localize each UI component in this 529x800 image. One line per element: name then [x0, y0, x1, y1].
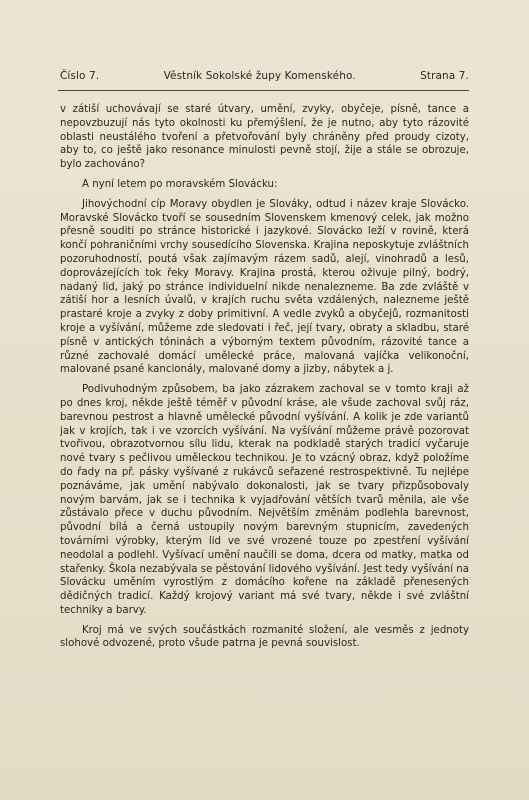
section-lead: A nyní letem po moravském Slovácku: [82, 178, 278, 190]
paragraph: v zátiší uchovávají se staré útvary, umění, zvyky, obyčeje, písně, tance a nepovzbuzují nás tyto okolnosti ku přemýšlení, že je nutno, aby tyto rázovité oblasti neustálého tvoření a přetvořování byly chráněny před proudy cizoty, aby to, co ještě jako resonance minulosti pevně stojí, žije a stále se obrozuje, bylo zachováno? [60, 104, 469, 171]
paragraph: Podivuhodným způsobem, ba jako zázrakem zachoval se v tomto kraji až po dnes kroj, někde ještě téměř v původní kráse, ale všude zachoval svůj ráz, barevnou pestrost a hlavně umělecké původní vyšívání. A kolik je zde variantů jak v krojích, tak i ve vzorcích vyšívání. Na vyšívání můžeme právě pozorovat tvořivou, obrazotvornou sílu lidu, kterak na podkladě starých tradicí vyčaruje nové tvary s pečlivou uměleckou technikou. Je to vzácný obraz, když položíme do řady na př. pásky vyšívané z rukávců seřazené restrospektivně. Tu nejlépe poznáváme, jak umění nabývalo dokonalosti, jak se tvary přizpůsobovaly novým barvám, jak se i technika k vyjadřování větších tvarů měnila, ale vše zůstávalo přece v duchu původním. Největším změnám podlehla barevnost, původní bílá a černá ustoupily novým barevným stupnicím, zavedených továrními výrobky, kterým lid ve své vrozené touze po zpestření vyšívání neodolal a podlehl. Vyšívací umění naučili se doma, dcera od matky, matka od stařenky. Škola nezabývala se pěstování lidového vyšívání. Jest tedy vyšívání na Slovácku uměním vyrostlým z domácího kořene na základě přenesených dědičných tradicí. Každý krojový variant má své tvary, někde i své zvláštní techniky a barvy. [60, 384, 469, 616]
header-rule [58, 90, 469, 91]
paragraph: Jihovýchodní cíp Moravy obydlen je Slováky, odtud i název kraje Slovácko. Moravské Slovácko tvoří se sousedním Slovenskem kmenový celek, jak možno přesně souditi po stránce historické i jazykové. Slovácko leží v rovině, která končí pohraničními vrchy sousedícího Slovenska. Krajina neposkytuje zvláštních pozoruhodností, poutá však zajímavým rázem sadů, alejí, vinohradů a lesů, doprovázejících tok řeky Moravy. Krajina prostá, kterou oživuje pilný, bodrý, nadaný lid, jaký po stránce individuelní nikde nenalezneme. Ba zde zvláště v zátiší hor a lesních úvalů, v krajích ruchu světa vzdálených, nalezneme ještě prastaré kroje a zvyky z doby primitivní. A vedle zvyků a obyčejů, rozmanitosti kroje a vyšívání, můžeme zde sledovati i řeč, její tvary, obraty a skladbu, staré písně v antických tóninách a výborným textem původním, rázovité tance a různé zachovalé domácí umělecké práce, malovaná vajíčka velikonoční, malované psané kancionály, malované domy a jizby, nábytek a j. [60, 198, 469, 376]
journal-title: Věstník Sokolské župy Komenského. [163, 70, 356, 82]
article-body [60, 103, 469, 651]
running-header [60, 70, 469, 82]
issue-number: Číslo 7. [60, 70, 100, 82]
page-number: Strana 7. [420, 70, 469, 82]
paragraph: Kroj má ve svých součástkách rozmanité složení, ale vesměs z jednoty slohové odvozené, proto všude patrna je pevná souvislost. [60, 624, 469, 650]
